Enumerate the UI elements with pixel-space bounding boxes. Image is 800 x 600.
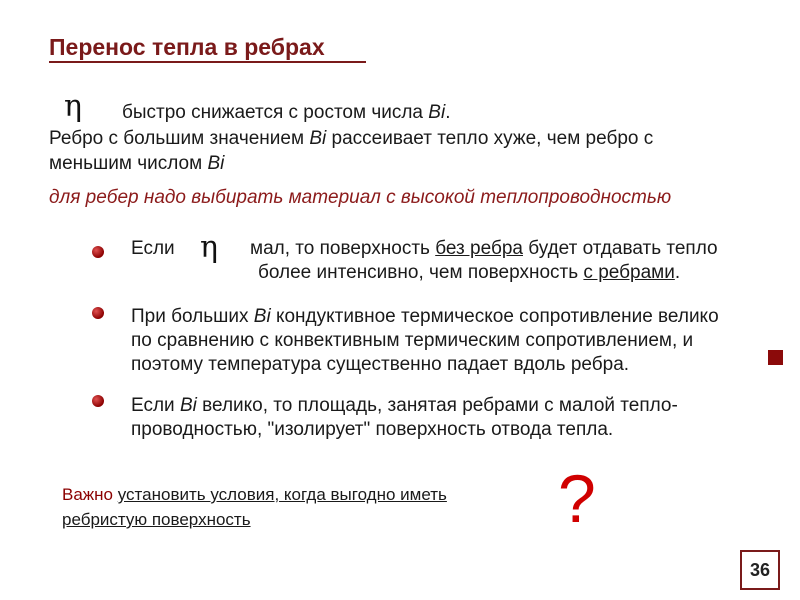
intro-line-1: быстро снижается с ростом числа Bi. [122,102,451,123]
bullet-icon [92,307,104,319]
bullet-1-line-1: мал, то поверхность без ребра будет отдавать тепло [250,238,718,259]
important-condition: установить условия, когда выгодно иметь [117,485,447,504]
important-note: Важно установить условия, когда выгодно иметь ребристую поверхность [62,485,447,529]
material-note: для ребер надо выбирать материал с высокой теплопроводностью [49,187,672,208]
bullet-3-line-1: Если Bi велико, то площадь, занятая ребрами с малой тепло- [131,395,678,416]
title-underline [49,61,366,63]
question-mark-icon: ? [558,461,596,537]
bullet-1-if: Если [131,238,175,259]
page-title: Перенос тепла в ребрах [49,34,325,60]
bullet-icon [92,246,104,258]
bullet-2-line-1: При больших Bi кондуктивное термическое сопротивление велико [131,306,719,327]
bi-symbol: Bi [428,102,446,123]
bi-symbol: Bi [207,153,225,174]
bullet-2-line-2: по сравнению с конвективным термическим сопротивлением, и [131,330,694,351]
bi-symbol: Bi [309,128,327,149]
slide-marker-icon [768,350,783,365]
page-number: 36 [740,550,780,590]
bullet-3-line-2: проводностью, "изолирует" поверхность отвода тепла. [131,419,614,440]
bullet-2-line-3: поэтому температура существенно падает вдоль ребра. [131,354,630,375]
bullet-1-line-2: более интенсивно, чем поверхность с ребрами. [258,262,681,283]
intro-line-2: Ребро с большим значением Bi рассеивает тепло хуже, чем ребро с [49,128,654,149]
bi-symbol: Bi [179,395,197,416]
link-without-fin: без ребра [435,238,523,259]
eta-symbol: η [200,230,218,265]
intro-line-3: меньшим числом Bi [49,153,225,174]
important-surface: ребристую поверхность [62,510,251,529]
bullet-icon [92,395,104,407]
link-with-fins: с ребрами [583,262,675,283]
eta-symbol: η [64,89,82,124]
bi-symbol: Bi [253,306,271,327]
